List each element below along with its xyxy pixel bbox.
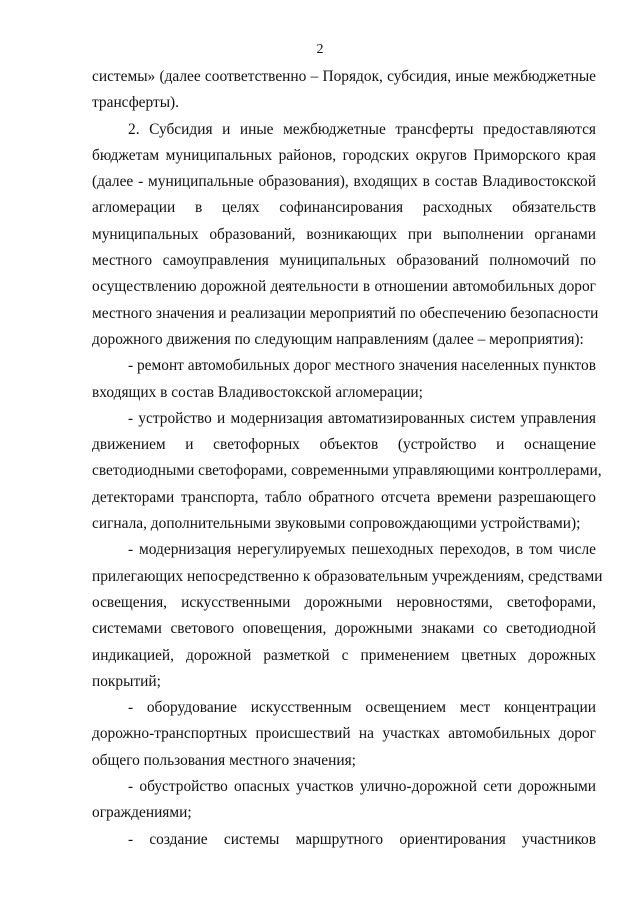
text-line: трансферты).	[92, 94, 180, 112]
text-line: освещения, искусственными дорожными неровностями, светофорами,	[92, 593, 596, 611]
text-line: - создание системы маршрутного ориентирования участников	[128, 830, 596, 848]
text-line: индикацией, дорожной разметкой с применением цветных дорожных	[92, 646, 596, 664]
text-line: входящих в состав Владивостокской агломерации;	[92, 383, 423, 401]
text-line: 2. Субсидия и иные межбюджетные трансферты предоставляются	[128, 120, 596, 138]
text-line: бюджетам муниципальных районов, городских округов Приморского края	[92, 146, 596, 164]
text-line: муниципальных образований, возникающих при выполнении органами	[92, 225, 596, 243]
text-line: светодиодными светофорами, современными управляющими контроллерами,	[92, 462, 602, 480]
text-line: дорожного движения по следующим направлениям (далее – мероприятия):	[92, 330, 584, 348]
text-line: - устройство и модернизация автоматизированных систем управления	[128, 409, 596, 427]
text-line: системами светового оповещения, дорожными знаками со светодиодной	[92, 620, 596, 638]
text-line: - обустройство опасных участков улично-дорожной сети дорожными	[128, 778, 596, 796]
text-line: ограждениями;	[92, 804, 192, 822]
text-line: местного самоуправления муниципальных образований полномочий по	[92, 252, 596, 270]
document-body	[92, 64, 603, 853]
text-line: общего пользования местного значения;	[92, 751, 356, 769]
text-line: системы» (далее соответственно – Порядок, субсидия, иные межбюджетные	[92, 68, 596, 85]
text-line: детекторами транспорта, табло обратного отсчета времени разрешающего	[92, 488, 596, 506]
text-line: (далее - муниципальные образования), входящих в состав Владивостокской	[92, 173, 596, 191]
text-line: - модернизация нерегулируемых пешеходных переходов, в том числе	[128, 541, 596, 559]
text-line: - ремонт автомобильных дорог местного значения населенных пунктов	[128, 357, 596, 375]
page-number: 2	[316, 42, 324, 57]
text-line: движением и светофорных объектов (устройство и оснащение	[92, 436, 596, 454]
text-line: местного значения и реализации мероприятий по обеспечению безопасности	[92, 304, 599, 322]
text-line: покрытий;	[92, 672, 161, 690]
text-line: сигнала, дополнительными звуковыми сопровождающими устройствами);	[92, 515, 581, 533]
text-line: прилегающих непосредственно к образовательным учреждениям, средствами	[92, 567, 603, 585]
text-line: агломерации в целях софинансирования расходных обязательств	[92, 199, 596, 217]
text-line: дорожно-транспортных происшествий на участках автомобильных дорог	[92, 725, 596, 743]
text-line: - оборудование искусственным освещением мест концентрации	[128, 699, 596, 717]
text-line: осуществлению дорожной деятельности в отношении автомобильных дорог	[92, 278, 596, 296]
